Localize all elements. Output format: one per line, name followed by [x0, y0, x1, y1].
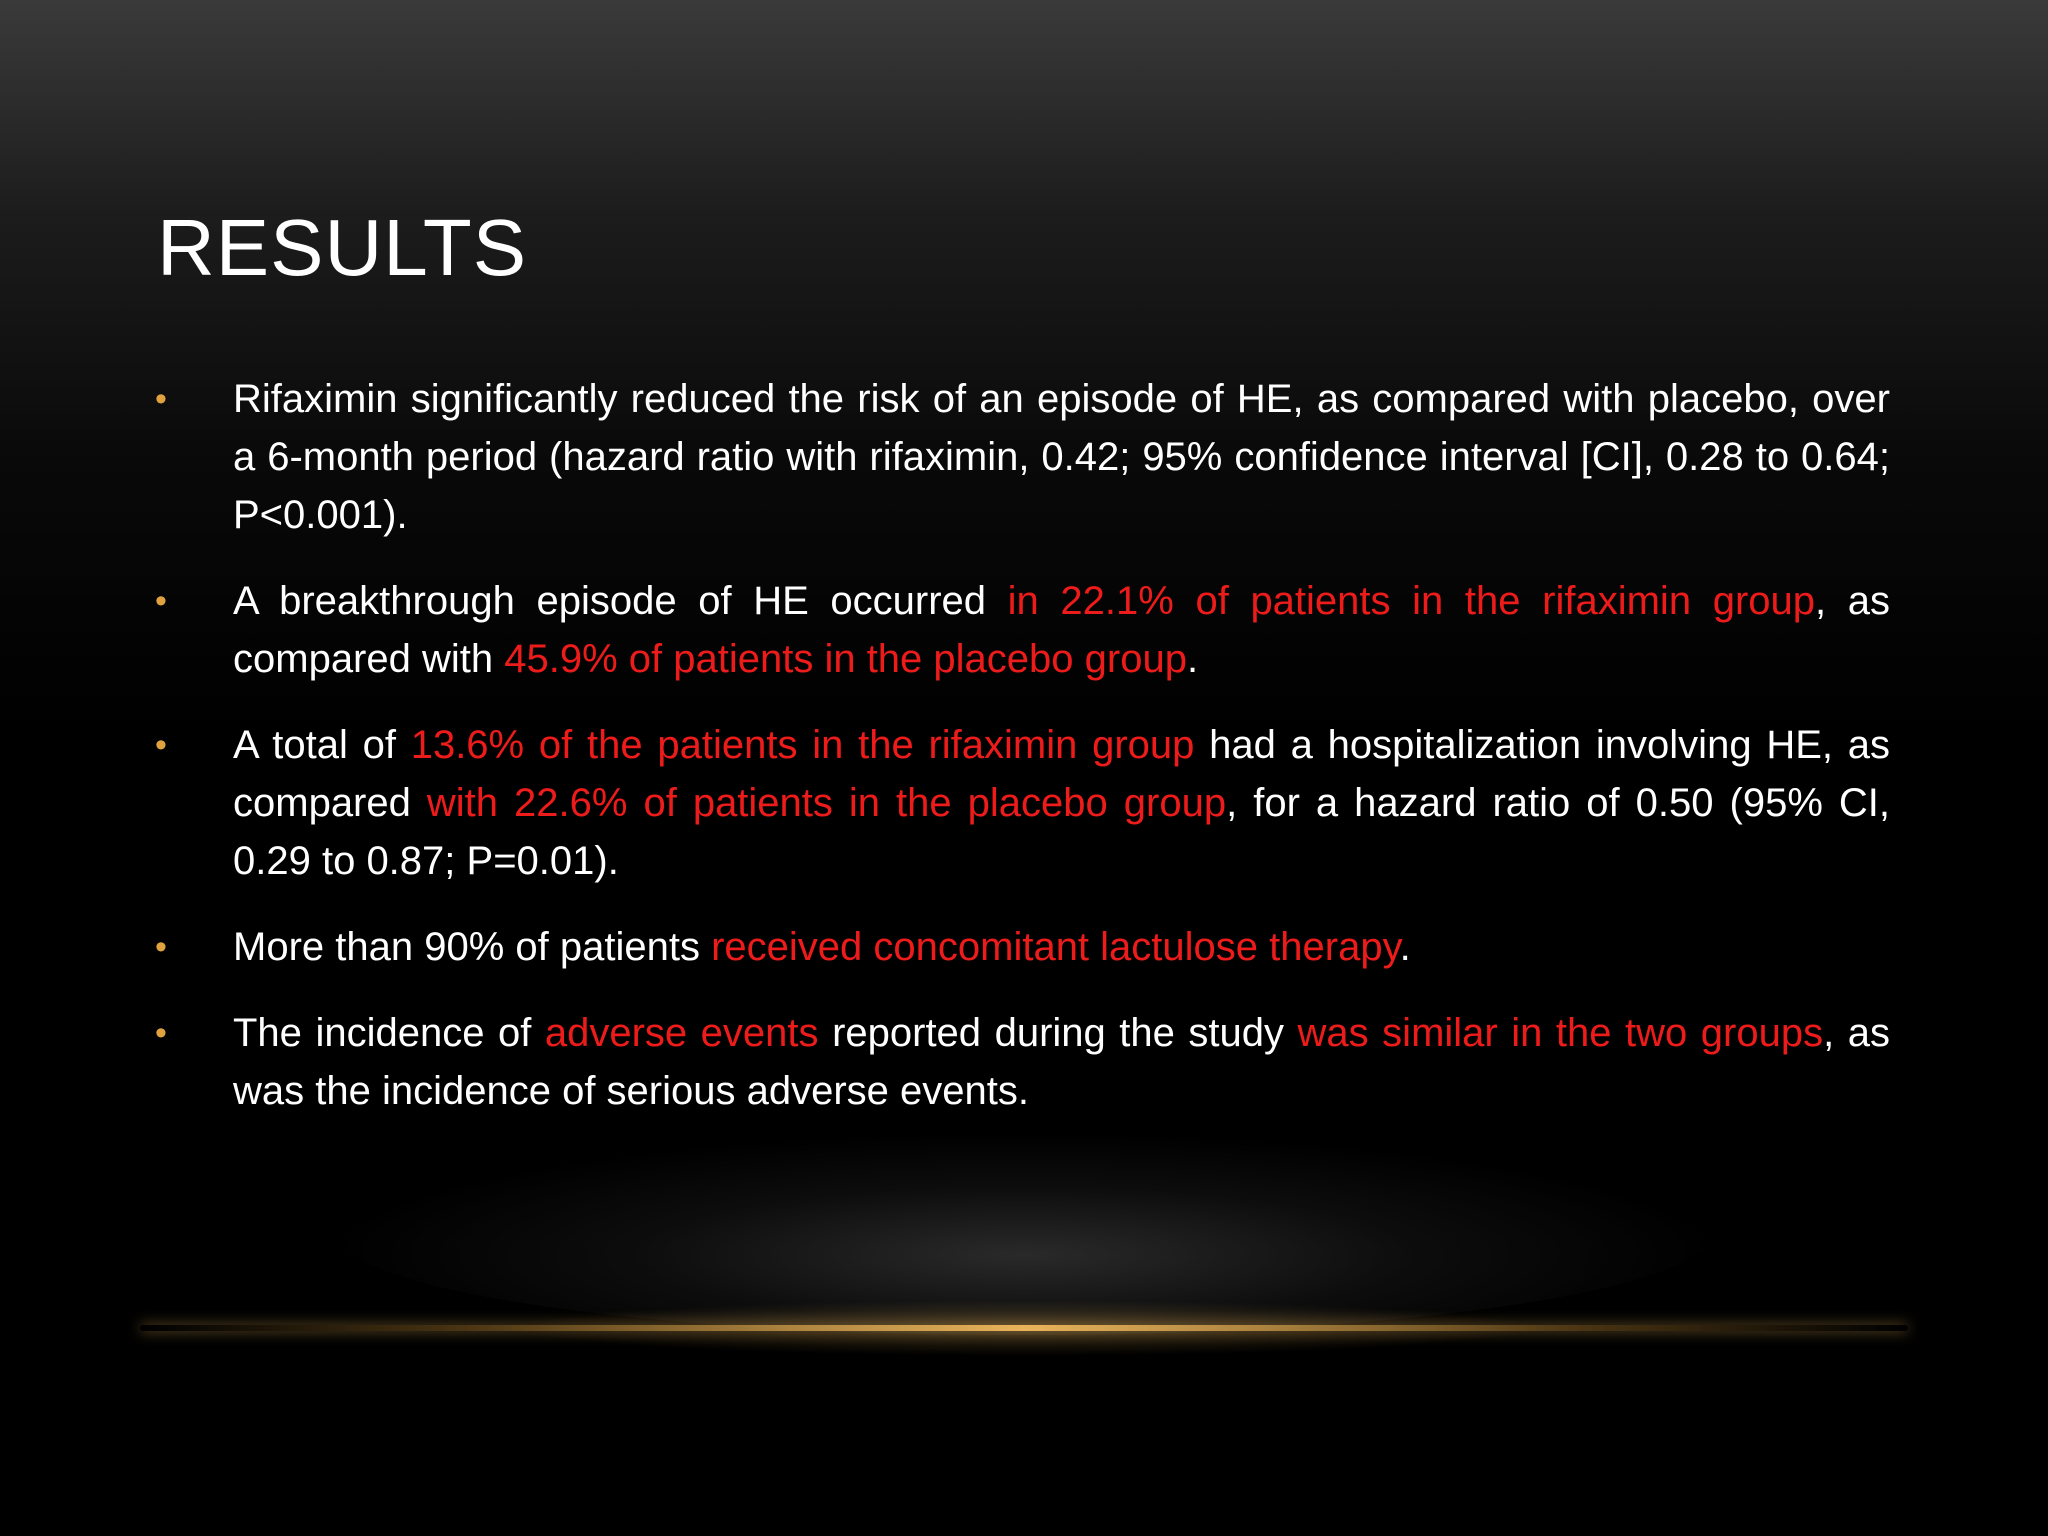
accent-line — [140, 1325, 1908, 1331]
highlighted-text: 13.6% of the patients in the rifaximin group — [410, 723, 1195, 767]
bullet-dot-icon: • — [155, 380, 167, 418]
bullet-dot-icon: • — [155, 1014, 167, 1052]
bullet-item — [155, 370, 1890, 544]
text-segment: More than 90% of patients — [233, 925, 712, 969]
text-segment: reported during the study — [818, 1011, 1298, 1055]
bullet-item — [155, 1004, 1890, 1120]
slide-title: RESULTS — [157, 203, 528, 292]
text-segment: , as was the incidence of serious adverse events. — [233, 1011, 1890, 1113]
text-segment: . — [1399, 925, 1411, 969]
bullet-item — [155, 716, 1890, 890]
text-segment: Rifaximin significantly reduced the risk of an episode of HE, as compared with placebo, over a 6-month period (hazard ratio with rifaximin, 0.42; 95% confidence interval [CI], 0.28 to 0.64; P<0.001). — [233, 377, 1890, 537]
text-segment: , for a hazard ratio of 0.50 (95% CI, 0.29 to 0.87; P=0.01). — [233, 781, 1891, 883]
text-segment: A total of — [233, 723, 411, 767]
bullet-item — [155, 572, 1890, 688]
text-segment: The incidence of — [233, 1011, 545, 1055]
text-segment: had a hospitalization involving HE, as compared — [233, 723, 1890, 825]
bullet-dot-icon: • — [155, 582, 167, 620]
bullet-list — [155, 370, 1890, 1148]
bullet-text — [233, 579, 1890, 681]
bullet-dot-icon: • — [155, 726, 167, 764]
highlighted-text: adverse events — [544, 1011, 819, 1055]
bullet-text — [233, 1011, 1890, 1113]
text-segment: . — [1186, 637, 1199, 681]
text-segment: , as compared with — [233, 579, 1890, 681]
bullet-text — [233, 377, 1890, 537]
highlighted-text: received concomitant lactulose therapy — [711, 925, 1400, 969]
highlighted-text: 45.9% of patients in the placebo group — [504, 637, 1187, 681]
bullet-text — [233, 925, 1411, 969]
bullet-text — [233, 723, 1890, 883]
highlighted-text: with 22.6% of patients in the placebo group — [426, 781, 1227, 825]
highlighted-text: in 22.1% of patients in the rifaximin group — [1007, 579, 1815, 623]
bullet-dot-icon: • — [155, 928, 167, 966]
bullet-item — [155, 918, 1890, 976]
highlighted-text: was similar in the two groups — [1297, 1011, 1824, 1055]
text-segment: A breakthrough episode of HE occurred — [233, 579, 1008, 623]
